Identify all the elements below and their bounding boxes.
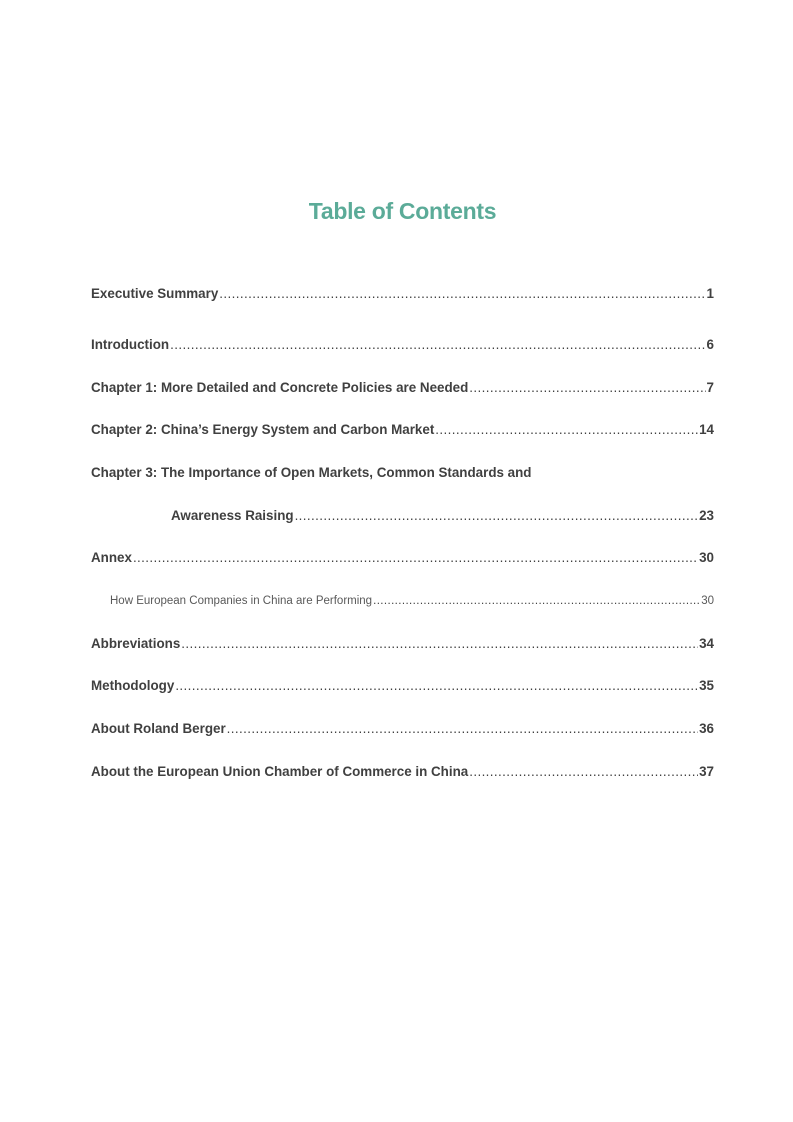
toc-entry-label: About Roland Berger (91, 721, 226, 736)
toc-entry-label: Introduction (91, 337, 170, 352)
toc-entry-label: About the European Union Chamber of Commerce in China (91, 764, 469, 779)
toc-entry-label: Executive Summary (91, 286, 219, 301)
toc-entry-label: Awareness Raising (171, 508, 294, 523)
toc-page-number: 14 (699, 422, 714, 437)
toc-dot-leader (219, 286, 705, 301)
toc-entry-label: How European Companies in China are Performing (110, 595, 373, 607)
toc-page-number: 30 (701, 595, 714, 607)
toc-dot-leader (181, 636, 698, 651)
toc-entry-chapter-3[interactable] (171, 508, 714, 523)
toc-page-number: 35 (699, 678, 714, 693)
toc-page-number: 37 (699, 764, 714, 779)
toc-entry-chapter-2[interactable] (91, 422, 714, 437)
toc-entry-annex[interactable] (91, 550, 714, 565)
toc-entry-label: Chapter 2: China’s Energy System and Carbon Market (91, 422, 435, 437)
toc-entry-executive-summary[interactable] (91, 286, 714, 301)
toc-entry-chapter-1[interactable] (91, 380, 714, 395)
toc-dot-leader (295, 508, 699, 523)
page-title: Table of Contents (308, 198, 497, 224)
toc-dot-leader (373, 595, 700, 607)
toc-page-number: 6 (706, 337, 714, 352)
toc-dot-leader (175, 678, 698, 693)
toc-entry-label: Chapter 1: More Detailed and Concrete Policies are Needed (91, 380, 469, 395)
toc-dot-leader (469, 764, 698, 779)
toc-entry-label: Annex (91, 550, 132, 565)
toc-dot-leader (469, 380, 705, 395)
toc-entry-introduction[interactable] (91, 337, 714, 352)
toc-entry-about-eu-chamber[interactable] (91, 764, 714, 779)
toc-page-number: 34 (699, 636, 714, 651)
toc-entry-about-roland-berger[interactable] (91, 721, 714, 736)
toc-page-number: 23 (699, 508, 714, 523)
toc-entry-methodology[interactable] (91, 678, 714, 693)
toc-dot-leader (133, 550, 698, 565)
toc-entry-european-companies[interactable] (110, 595, 714, 607)
toc-page-number: 1 (706, 286, 714, 301)
toc-entry-abbreviations[interactable] (91, 636, 714, 651)
toc-dot-leader (227, 721, 698, 736)
toc-page-number: 30 (699, 550, 714, 565)
toc-page-number: 7 (706, 380, 714, 395)
toc-entry-chapter-3-line1[interactable]: Chapter 3: The Importance of Open Markets, Common Standards and (91, 465, 532, 480)
toc-page-number: 36 (699, 721, 714, 736)
toc-dot-leader (170, 337, 705, 352)
toc-entry-label: Methodology (91, 678, 175, 693)
toc-dot-leader (435, 422, 698, 437)
toc-entry-label: Abbreviations (91, 636, 181, 651)
